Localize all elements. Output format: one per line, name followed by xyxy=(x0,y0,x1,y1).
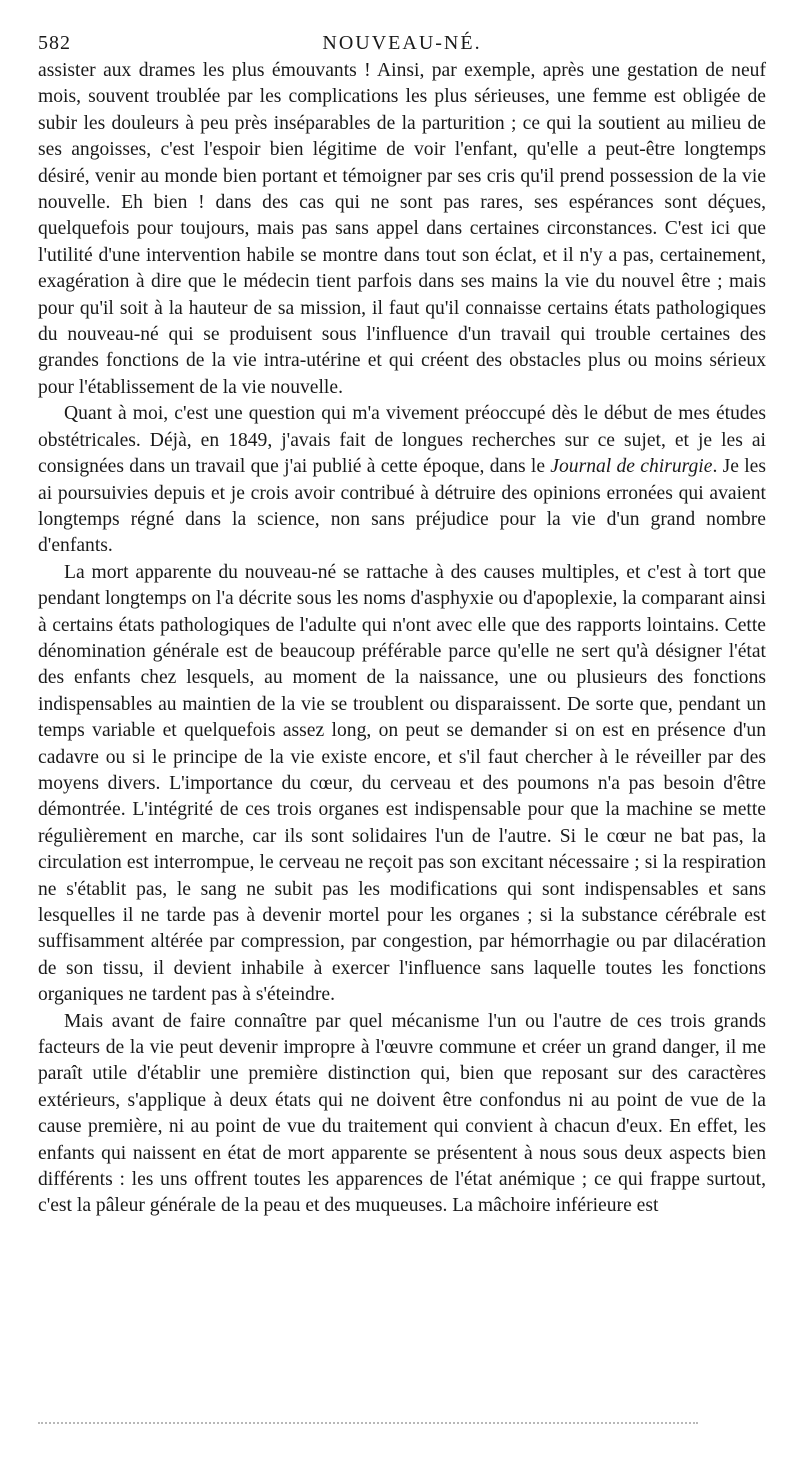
journal-title: Journal de chirurgie xyxy=(550,456,713,478)
running-head xyxy=(38,28,766,58)
body-text xyxy=(38,58,766,1220)
paragraph-apparent-death: La mort apparente du nouveau-né se rattache à des causes multiples, et c'est à tort que pendant longtemps on l'a décrite sous les noms d'asphyxie ou d'apoplexie, la comparant ainsi à certains états pathologiques de l'adulte qui n'ont avec elle que des rapports lointains. Cette dénomination générale est de beaucoup préférable parce qu'elle ne sert qu'à désigner l'état des enfants chez lesquels, au moment de la naissance, une ou plusieurs des fonctions indispensables au maintien de la vie se troublent ou disparaissent. De sorte que, pendant un temps variable et quelquefois assez long, on peut se demander si on est en présence d'un cadavre ou si le principe de la vie existe encore, et s'il faut chercher à le réveiller par des moyens divers. L'importance du cœur, du cerveau et des poumons n'a pas besoin d'être démontrée. L'intégrité de ces trois organes est indispensable pour que la machine se mette régulièrement en marche, car ils sont solidaires l'un de l'autre. Si le cœur ne bat pas, la circulation est interrompue, le cerveau ne reçoit pas son excitant nécessaire ; si la respiration ne s'établit pas, le sang ne subit pas les modifications qui sont indispensables et sans lesquelles il ne tarde pas à devenir mortel pour les organes ; si la substance cérébrale est suffisamment altérée par compression, par congestion, par hémorrhagie ou par dilacération de son tissu, il devient inhabile à exercer l'influence sans laquelle toutes les fonctions organiques ne tardent pas à s'éteindre. xyxy=(38,561,766,1006)
footer-print-smudge xyxy=(38,1422,698,1424)
book-page xyxy=(38,28,766,1220)
running-title: NOUVEAU-NÉ. xyxy=(322,32,482,54)
paragraph-personal-research xyxy=(38,401,766,559)
paragraph-text-after-journal: . Je les ai poursuivies depuis et je crois avoir contribué à détruire des opinions erronées qui avaient longtemps régné dans la science, non sans préjudice pour la vie d'un grand nombre d'enfants. xyxy=(38,456,766,557)
page-number: 582 xyxy=(38,32,71,54)
paragraph-continuation: assister aux drames les plus émouvants ! Ainsi, par exemple, après une gestation de neuf mois, souvent troublée par les complications les plus sérieuses, une femme est obligée de subir les douleurs à peu près inséparables de la parturition ; ce qui la soutient au milieu de ses angoisses, c'est l'espoir bien légitime de voir l'enfant, qu'elle a peut-être longtemps désiré, venir au monde bien portant et témoigner par ses cris qu'il prend possession de la vie nouvelle. Eh bien ! dans des cas qui ne sont pas rares, ses espérances sont déçues, quelquefois pour toujours, mais pas sans appel dans certaines circonstances. C'est ici que l'utilité d'une intervention habile se montre dans tout son éclat, et il n'y a pas, certainement, exagération à dire que le médecin tient parfois dans ses mains la vie du nouvel être ; mais pour qu'il soit à la hauteur de sa mission, il faut qu'il connaisse certains états pathologiques du nouveau-né qui se produisent sous l'influence d'un travail qui trouble certaines des grandes fonctions de la vie intra-utérine et qui créent des obstacles plus ou moins sérieux pour l'établissement de la vie nouvelle. xyxy=(38,60,766,398)
paragraph-text-before-journal: Quant à moi, c'est une question qui m'a vivement préoccupé dès le début de mes études obstétricales. Déjà, en 1849, j'avais fait de longues recherches sur ce sujet, et je les ai consignées dans un travail que j'ai publié à cette époque, dans le xyxy=(38,403,766,478)
paragraph-distinction: Mais avant de faire connaître par quel mécanisme l'un ou l'autre de ces trois grands facteurs de la vie peut devenir impropre à l'œuvre commune et créer un grand danger, il me paraît utile d'établir une première distinction qui, bien que reposant sur des caractères extérieurs, s'applique à deux états qui ne doivent être confondus ni au point de vue de la cause première, ni au point de vue du traitement qui convient à chacun d'eux. En effet, les enfants qui naissent en état de mort apparente se présentent à nous sous deux aspects bien différents : les uns offrent toutes les apparences de l'état anémique ; ce qui frappe surtout, c'est la pâleur générale de la peau et des muqueuses. La mâchoire inférieure est xyxy=(38,1010,766,1217)
